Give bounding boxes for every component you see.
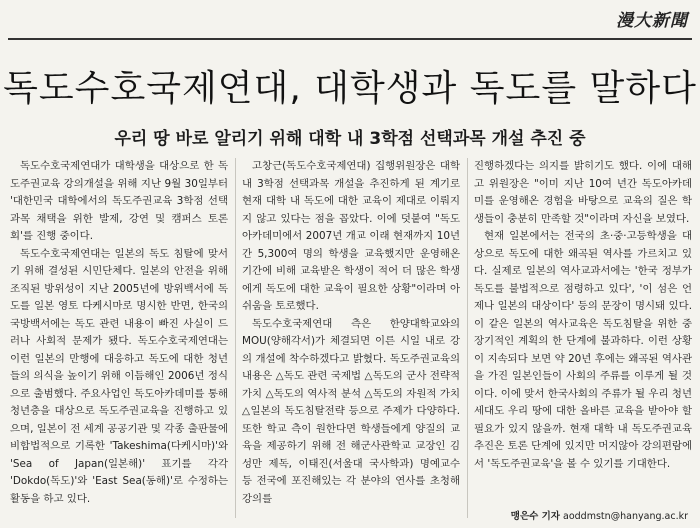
article-column-3 xyxy=(474,158,692,473)
top-rule xyxy=(8,38,692,40)
reporter-name: 맹은수 기자 xyxy=(510,511,560,522)
column-divider xyxy=(235,158,236,518)
paragraph: 독도수호국제연대는 일본의 독도 침탈에 맞서기 위해 결성된 시민단체다. 일본의 안전을 위해 조직된 방위성이 지난 2005년에 방위백서에 독도를 일본 영토 다케시마로 명시한 반면, 한국의 국방백서에는 독도 관련 내용이 빠진 사실이 드러나 사회적 문제가 됐다. 독도수호국제연대는 이런 일본의 만행에 대응하고 독도에 대한 청년들의 의식을 높이기 위해 이듬해인 2006년 정식으로 출범했다. 주요사업인 독도아카데미를 통해 청년층을 대상으로 독도주권교육을 진행하고 있으며, 일본이 전 세계 공공기관 및 각종 출판물에 비합법적으로 기록한 'Takeshima(다케시마)'와 'Sea of Japan(일본해)' 표기를 각각 'Dokdo(독도)'와 'East Sea(동해)'로 수정하는 활동을 하고 있다. xyxy=(10,247,228,505)
article-headline: 독도수호국제연대, 대학생과 독도를 말하다 xyxy=(3,68,697,109)
paragraph: 현재 일본에서는 전국의 초·중·고등학생을 대상으로 독도에 대한 왜곡된 역사를 가르치고 있다. 실제로 일본의 역사교과서에는 '한국 정부가 독도를 불법적으로 점령하고 있다', '이 섬은 언제나 일본의 대상이다' 등의 문장이 명시돼 있다. 이 같은 일본의 역사교육은 독도침탈을 위한 중장기적인 계획의 한 단계에 불과하다. 이런 상황이 지속되다 보면 약 20년 후에는 왜곡된 역사관을 가진 일본인들이 사회의 주류를 이루게 될 것이다. 이에 맞서 한국사회의 주류가 될 우리 청년 세대도 우리 땅에 대한 올바른 교육을 받아야 할 필요가 있지 않을까. 현재 대학 내 독도주권교육 추진은 토론 단계에 있지만 머지않아 강의편람에서 '독도주권교육'을 볼 수 있기를 기대한다. xyxy=(474,230,692,470)
reporter-email: aoddmstn@hanyang.ac.kr xyxy=(563,511,688,522)
paragraph: 독도수호국제연대 측은 한양대학교와의 MOU(양해각서)가 체결되면 이른 시일 내로 강의 개설에 착수하겠다고 밝혔다. 독도주권교육의 내용은 △독도 관련 국제법 △독도의 군사 전략적 가치 △독도의 역사적 분석 △독도의 자원적 가치 △일본의 독도침탈전략 등으로 주제가 다양하다. 또한 학교 측이 원한다면 학생들에게 양질의 교육을 제공하기 위해 전 해군사관학교 교장인 김성만 제독, 이태진(서울대 국사학과) 명예교수 등 전국에 포진해있는 각 분야의 연사를 초청해 강의를 xyxy=(242,317,460,505)
article-subheadline: 우리 땅 바로 알리기 위해 대학 내 3학점 선택과목 개설 추진 중 xyxy=(114,129,586,149)
article-column-1 xyxy=(10,158,228,508)
paragraph: 진행하겠다는 의지를 밝히기도 했다. 이에 대해 고 위원장은 "이미 지난 10여 년간 독도아카데미를 운영해온 경험을 바탕으로 교육의 질은 학생들이 충분히 만족할 것"이라며 자신을 보였다. xyxy=(474,160,692,225)
article-byline xyxy=(511,508,688,522)
paragraph: 고창근(독도수호국제연대) 집행위원장은 대학 내 3학점 선택과목 개설을 추진하게 된 계기로 현재 대학 내 독도에 대한 교육이 제대로 이뤄지지 않고 있다는 점을 꼽았다. 이에 덧붙여 "독도아카데미에서 2007년 개교 이래 현재까지 10년간 5,300여 명의 학생을 교육했지만 운영해온 기간에 비해 교육받은 학생이 적어 더 많은 학생에게 독도에 대한 교육이 필요한 상황"이라며 아쉬움을 토로했다. xyxy=(242,160,460,312)
paragraph: 독도수호국제연대가 대학생을 대상으로 한 독도주권교육 강의개설을 위해 지난 9월 30일부터 '대한민국 대학에서의 독도주권교육 3학점 선택과목 채택을 위한 발제, 강연 및 캠퍼스 토론회'를 진행 중이다. xyxy=(10,160,228,242)
column-divider xyxy=(467,158,468,518)
article-column-2 xyxy=(242,158,460,508)
newspaper-masthead: 漫大新聞 xyxy=(616,11,688,31)
